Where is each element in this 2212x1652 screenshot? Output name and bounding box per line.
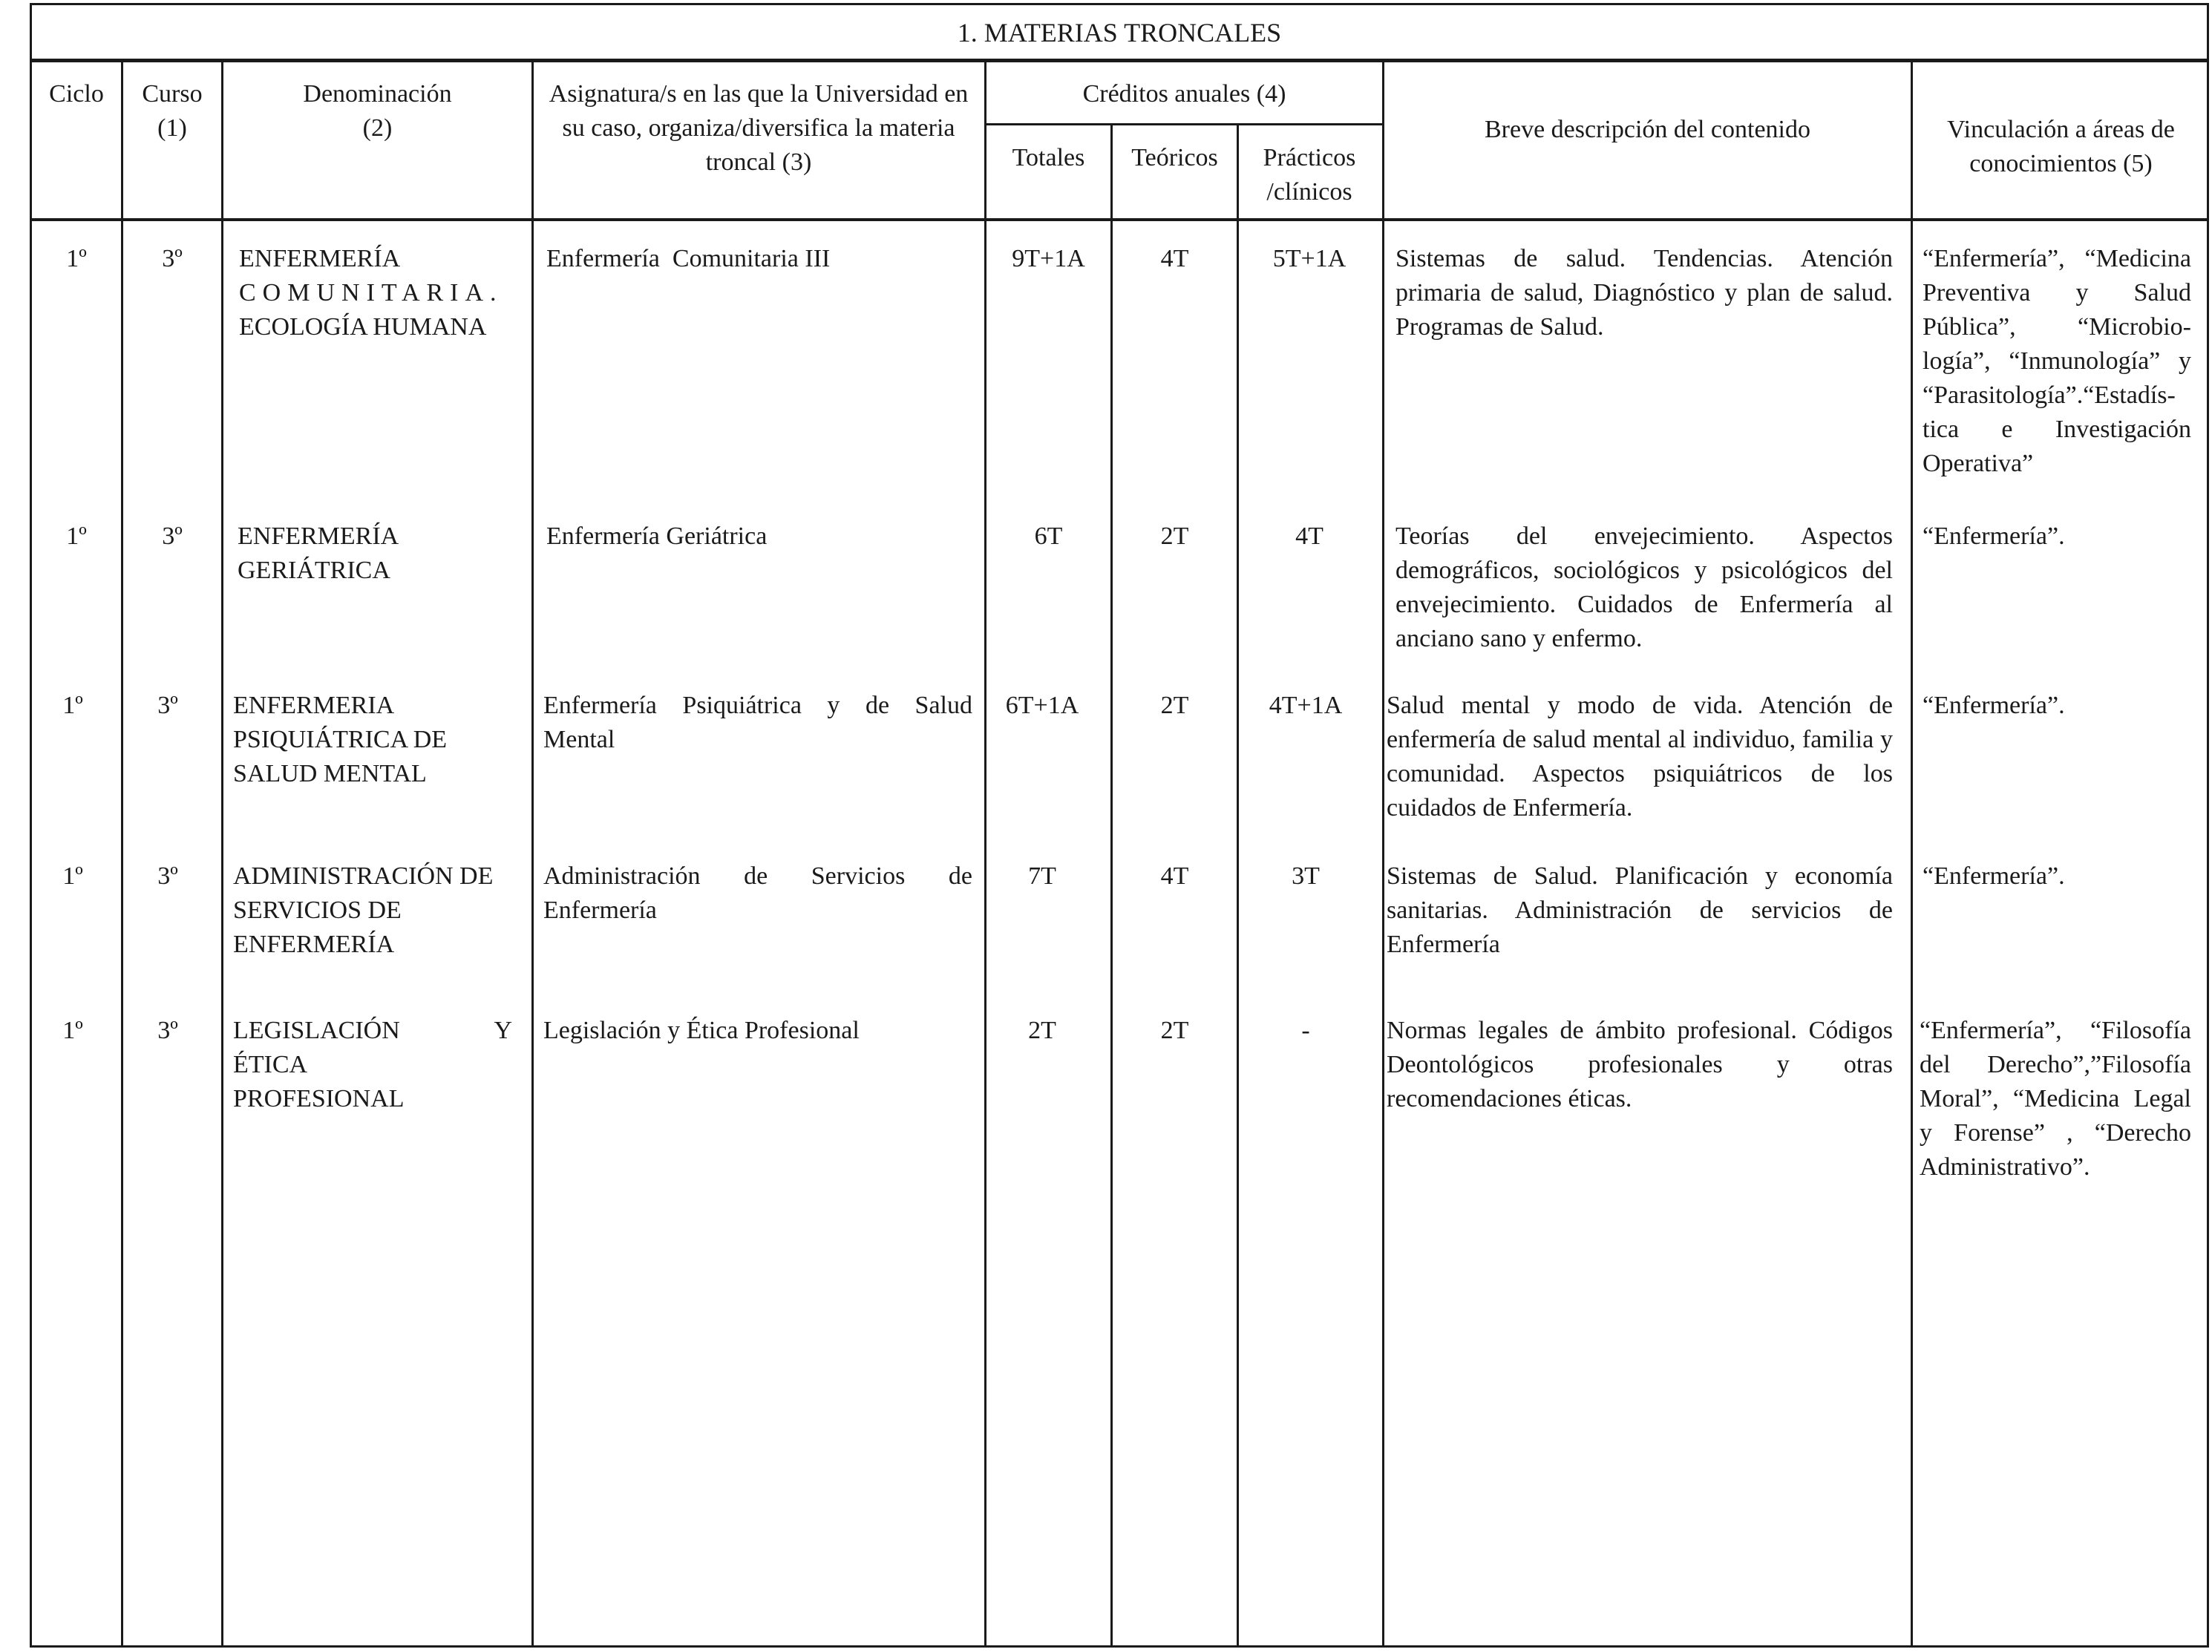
row1-totales: 9T+1A (1012, 245, 1085, 272)
row3-curso: 3º (157, 692, 178, 719)
row3-vinculacion: “Enfermería”. (1923, 692, 2065, 719)
row5-descripcion: Normas legales de ámbito profesional. Códigos Deontológicos profesionales y otras recomendaciones éticas. (1387, 1017, 1893, 1112)
row1-curso: 3º (162, 245, 183, 272)
row5-teoricos: 2T (1160, 1017, 1189, 1044)
row4-practicos: 3T (1292, 862, 1320, 890)
row1-denominacion: ENFERMERÍA COMUNITARIA. ECOLOGÍA HUMANA (239, 245, 503, 341)
row4-asignatura: Administración de Servicios de Enfermería (543, 862, 972, 924)
row1-asignatura: Enfermería Comunitaria III (546, 245, 831, 272)
row2-descripcion: Teorías del envejecimiento. Aspectos demográficos, sociológicos y psicológicos del envejecimiento. Cuidados de Enfermería al anciano sano y enfermo. (1395, 522, 1893, 652)
row3-practicos: 4T+1A (1269, 692, 1343, 719)
row2-practicos: 4T (1295, 522, 1323, 550)
header-practicos: Prácticos /clínicos (1263, 144, 1356, 206)
col-divider-asignatura (984, 61, 986, 1648)
header-bottom-rule (30, 218, 2209, 221)
table-title: 1. MATERIAS TRONCALES (30, 3, 2209, 62)
row5-denominacion: LEGISLACIÓN Y ÉTICA PROFESIONAL (233, 1017, 512, 1112)
row3-teoricos: 2T (1160, 692, 1189, 719)
header-creditos: Créditos anuales (4) (1082, 80, 1286, 108)
row3-totales: 6T+1A (1005, 692, 1079, 719)
row2-teoricos: 2T (1160, 522, 1189, 550)
row4-totales: 7T (1028, 862, 1056, 890)
row1-ciclo: 1º (66, 245, 87, 272)
header-denominacion: Denominación (2) (303, 80, 452, 142)
row1-vinculacion: “Enfermería”, “Medicina Preventiva y Salud Pública”, “Microbio-logía”, “Inmunología” y “Parasitología”.“Estadís-tica e Investigación Operativa” (1923, 245, 2191, 477)
row1-descripcion: Sistemas de salud. Tendencias. Atención primaria de salud, Diagnóstico y plan de salud. Programas de Salud. (1395, 245, 1893, 341)
row5-vinculacion: “Enfermería”, “Filosofía del Derecho”,”Filosofía Moral”, “Medicina Legal y Forense” , “Derecho Administrativo”. (1920, 1017, 2191, 1181)
header-teoricos: Teóricos (1131, 144, 1218, 171)
row5-asignatura: Legislación y Ética Profesional (543, 1017, 860, 1044)
header-curso: Curso (1) (142, 80, 203, 142)
col-divider-ciclo (121, 61, 123, 1648)
col-divider-denominacion (531, 61, 534, 1648)
header-ciclo: Ciclo (49, 80, 104, 108)
col-divider-curso (221, 61, 223, 1648)
row4-descripcion: Sistemas de Salud. Planificación y economía sanitarias. Administración de servicios de Enfermería (1387, 862, 1893, 958)
row2-denominacion: ENFERMERÍA GERIÁTRICA (238, 522, 398, 584)
header-totales: Totales (1012, 144, 1085, 171)
row4-teoricos: 4T (1160, 862, 1189, 890)
row4-ciclo: 1º (62, 862, 83, 890)
row2-vinculacion: “Enfermería”. (1923, 522, 2065, 550)
row2-curso: 3º (162, 522, 183, 550)
row5-totales: 2T (1028, 1017, 1056, 1044)
row1-teoricos: 4T (1160, 245, 1189, 272)
row2-ciclo: 1º (66, 522, 87, 550)
header-descripcion: Breve descripción del contenido (1484, 116, 1810, 143)
header-vinculacion: Vinculación a áreas de conocimientos (5) (1947, 116, 2175, 177)
col-divider-practicos (1382, 61, 1384, 1648)
col-divider-descripcion (1911, 61, 1913, 1648)
row3-descripcion: Salud mental y modo de vida. Atención de enfermería de salud mental al individuo, familia y comunidad. Aspectos psiquiátricos de los cuidados de Enfermería. (1387, 692, 1893, 822)
row3-ciclo: 1º (62, 692, 83, 719)
row1-practicos: 5T+1A (1272, 245, 1346, 272)
row2-asignatura: Enfermería Geriátrica (546, 522, 768, 550)
row2-totales: 6T (1034, 522, 1063, 550)
row4-vinculacion: “Enfermería”. (1923, 862, 2065, 890)
creditos-subheader-rule (984, 123, 1382, 125)
row5-curso: 3º (157, 1017, 178, 1044)
row4-denominacion: ADMINISTRACIÓN DE SERVICIOS DE ENFERMERÍA (233, 862, 494, 958)
header-asignatura: Asignatura/s en las que la Universidad en su caso, organiza/diversifica la materia troncal (3) (549, 80, 969, 176)
row4-curso: 3º (157, 862, 178, 890)
row5-ciclo: 1º (62, 1017, 83, 1044)
row3-asignatura: Enfermería Psiquiátrica y de Salud Mental (543, 692, 972, 753)
row3-denominacion: ENFERMERIA PSIQUIÁTRICA DE SALUD MENTAL (233, 692, 448, 787)
row5-practicos: - (1301, 1017, 1310, 1044)
